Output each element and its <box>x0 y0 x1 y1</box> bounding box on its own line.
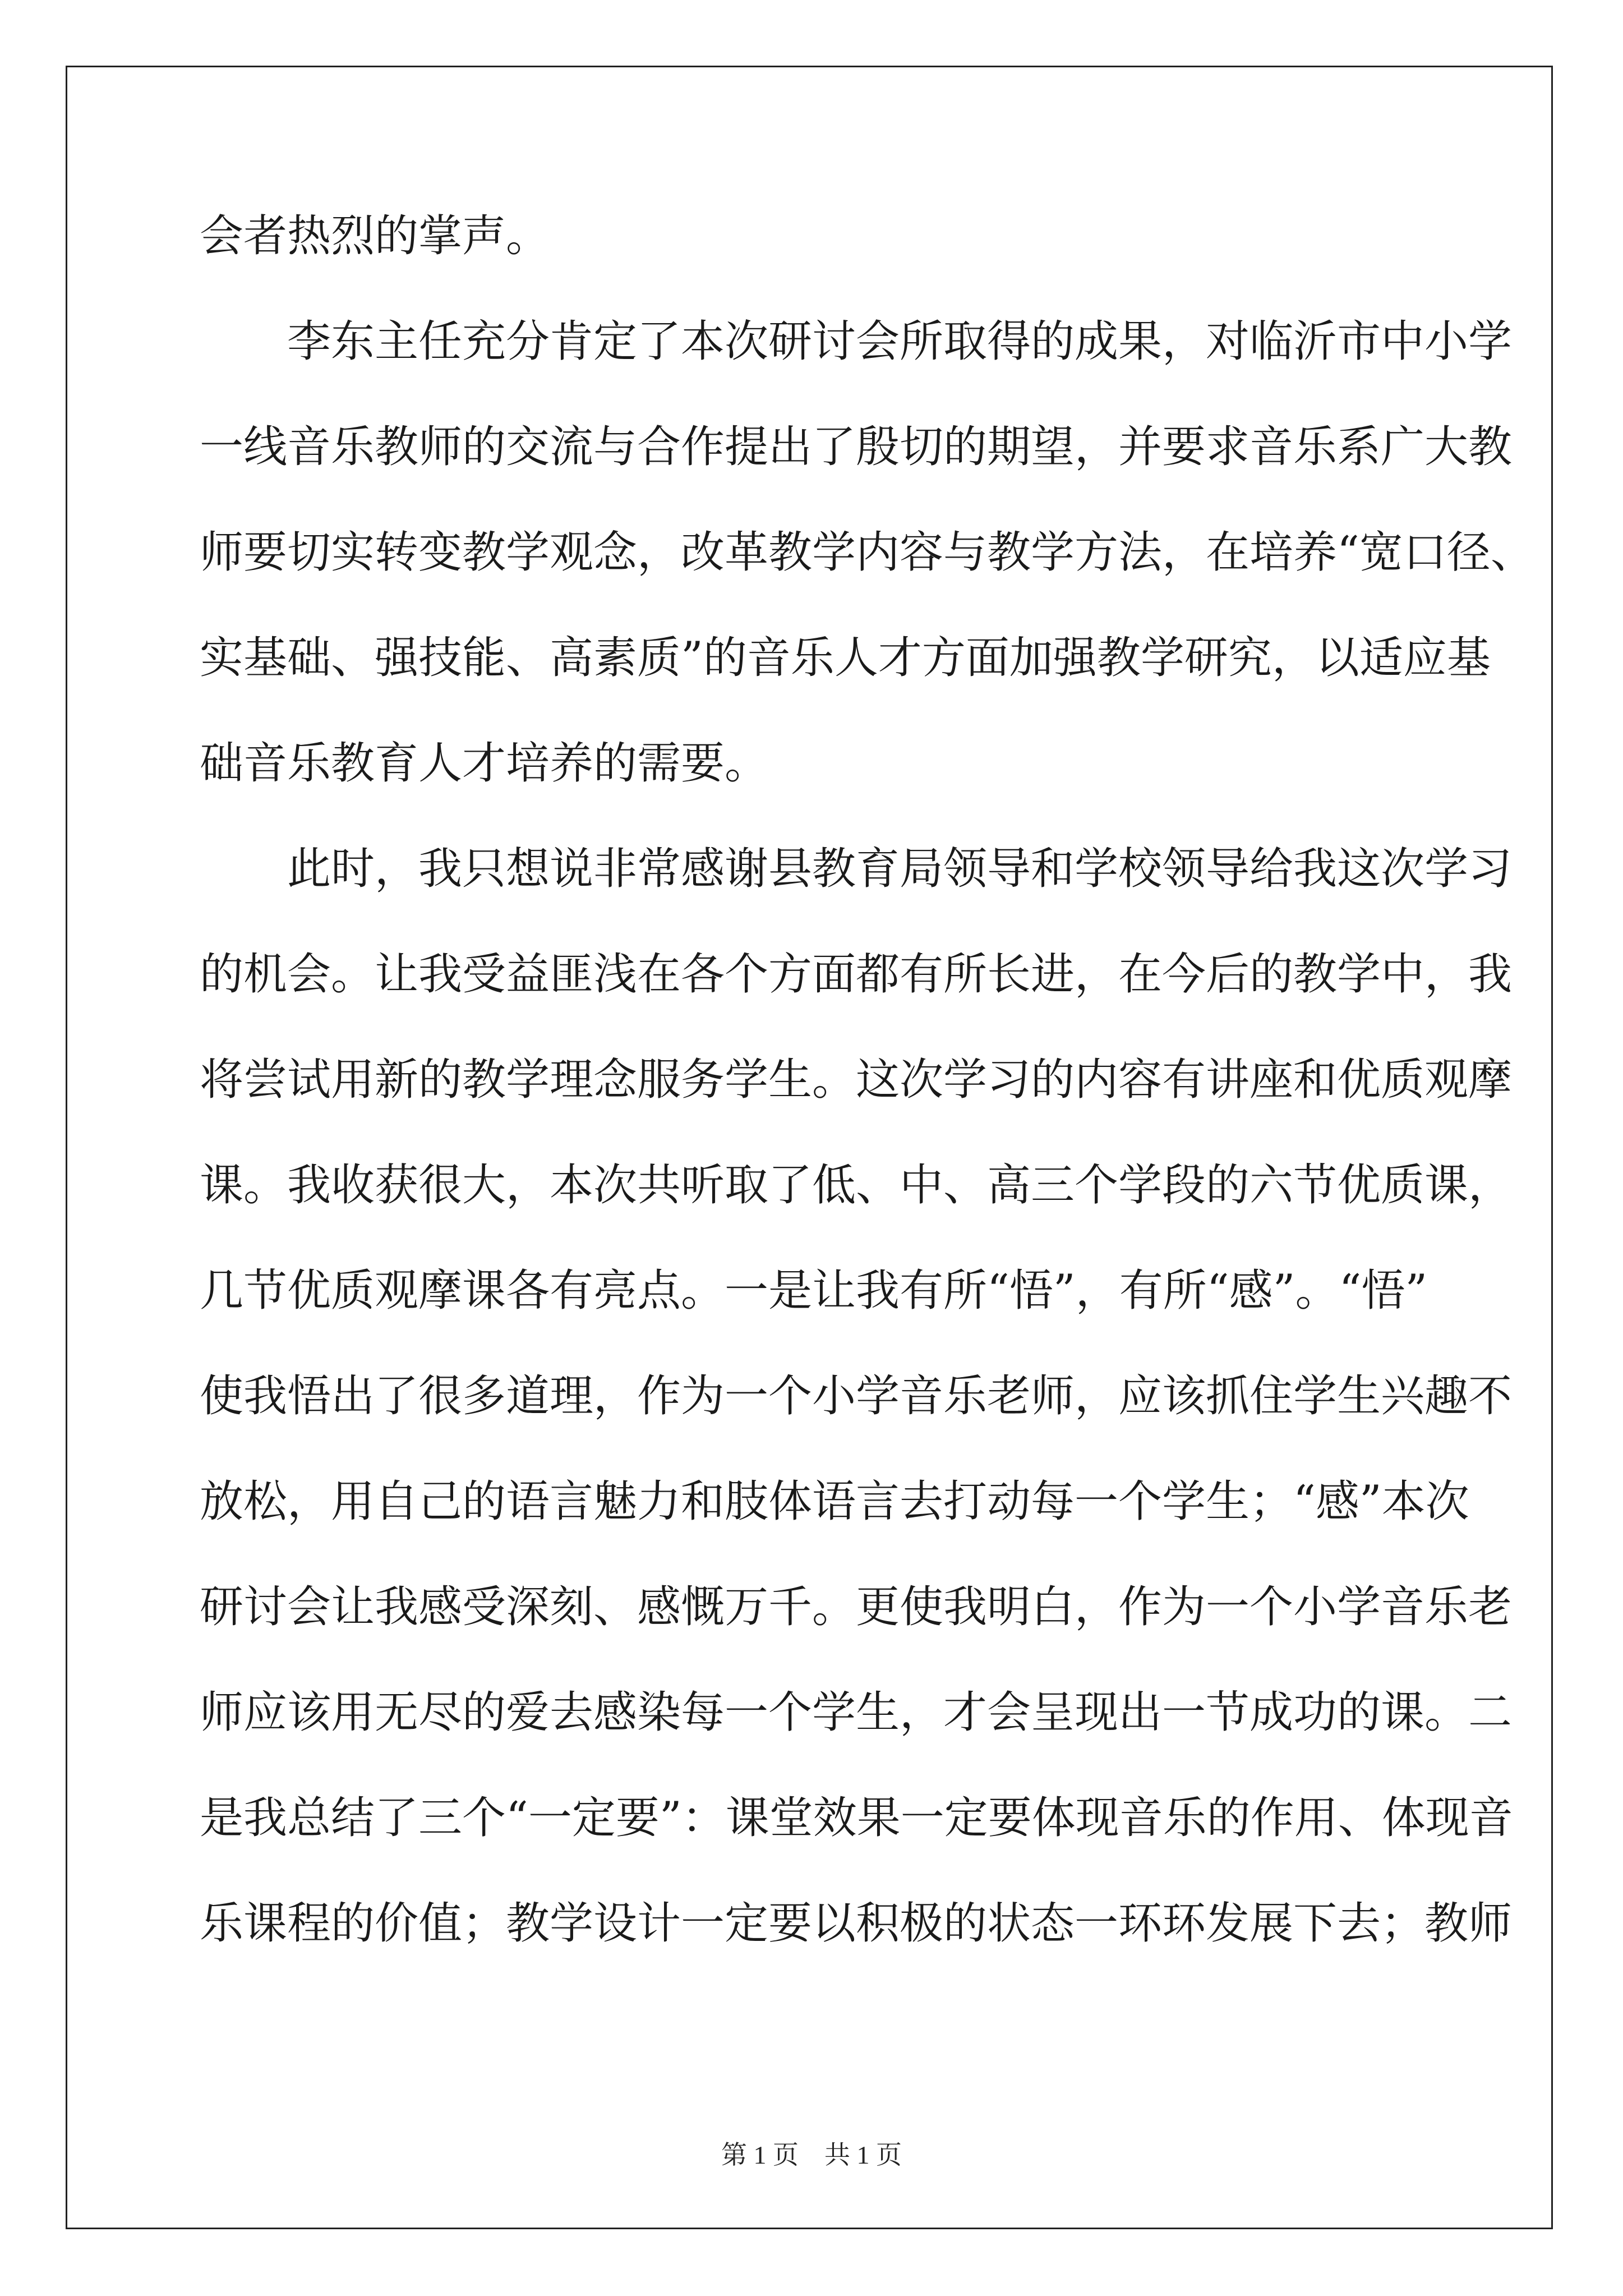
page-total: 共 1 页 <box>824 2141 902 2169</box>
text-line: 师应该用无尽的爱去感染每一个学生，才会呈现出一节成功的课。二 <box>200 1687 1513 1738</box>
text-line: 会者热烈的掌声。 <box>200 211 550 261</box>
text-line: 几节优质观摩课各有亮点。一是让我有所“悟”，有所“感”。“悟” <box>200 1266 1428 1316</box>
text-line: 李东主任充分肯定了本次研讨会所取得的成果，对临沂市中小学 <box>200 316 1513 367</box>
text-line: 的机会。让我受益匪浅在各个方面都有所长进，在今后的教学中，我 <box>200 949 1513 1000</box>
document-body <box>200 183 1534 1976</box>
text-line: 一线音乐教师的交流与合作提出了殷切的期望，并要求音乐系广大教 <box>200 422 1513 472</box>
text-line: 放松，用自己的语言魅力和肢体语言去打动每一个学生；“感”本次 <box>200 1476 1469 1527</box>
text-line: 乐课程的价值；教学设计一定要以积极的状态一环环发展下去；教师 <box>200 1898 1513 1949</box>
text-line: 使我悟出了很多道理，作为一个小学音乐老师，应该抓住学生兴趣不 <box>200 1371 1513 1421</box>
page-footer <box>0 2138 1623 2172</box>
text-line: 础音乐教育人才培养的需要。 <box>200 738 769 789</box>
text-line: 师要切实转变教学观念，改革教学内容与教学方法，在培养“宽口径、 <box>200 527 1534 578</box>
text-line: 此时，我只想说非常感谢县教育局领导和学校领导给我这次学习 <box>200 844 1513 894</box>
text-line: 是我总结了三个“一定要”：课堂效果一定要体现音乐的作用、体现音 <box>200 1793 1513 1843</box>
text-line: 研讨会让我感受深刻、感慨万千。更使我明白，作为一个小学音乐老 <box>200 1582 1513 1632</box>
text-line: 将尝试用新的教学理念服务学生。这次学习的内容有讲座和优质观摩 <box>200 1055 1513 1105</box>
page-number: 第 1 页 <box>721 2141 799 2169</box>
text-line: 实基础、强技能、高素质”的音乐人才方面加强教学研究，以适应基 <box>200 633 1491 683</box>
text-line: 课。我收获很大，本次共听取了低、中、高三个学段的六节优质课， <box>200 1160 1513 1211</box>
